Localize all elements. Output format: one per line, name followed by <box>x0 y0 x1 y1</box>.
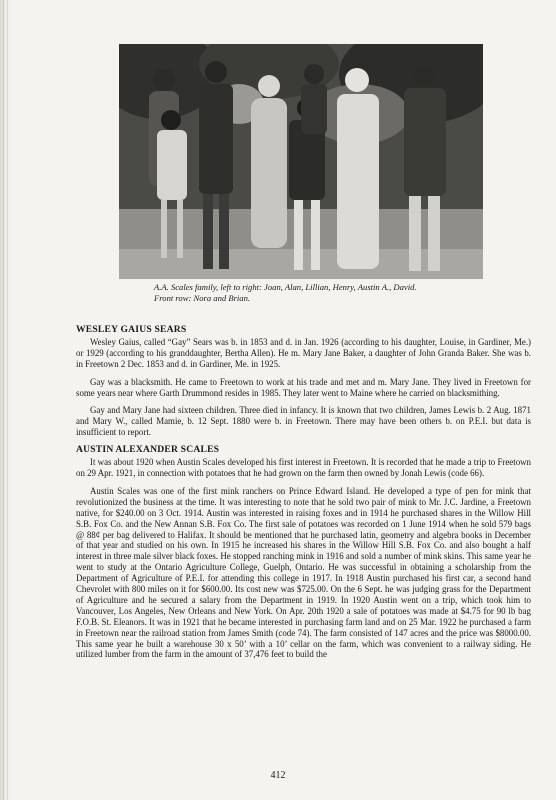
family-photo <box>119 44 483 279</box>
body-paragraph: Gay was a blacksmith. He came to Freetown to work at his trade and met and m. Mary Jane. They lived in Freetown for some years near where Garth Drummond resides in 1985. They later went to Maine where he carried on blacksmithing. <box>76 376 531 398</box>
page-binding-edge <box>0 0 14 800</box>
family-photo-illustration <box>119 44 483 279</box>
caption-line: Front row: Nora and Brian. <box>154 293 251 303</box>
page-number: 412 <box>270 770 286 781</box>
section-heading: AUSTIN ALEXANDER SCALES <box>76 444 220 456</box>
section-heading: WESLEY GAIUS SEARS <box>76 324 187 335</box>
body-paragraph: Wesley Gaius, called “Gay” Sears was b. in 1853 and d. in Jan. 1926 (according to his daughter, Louise, in Gardiner, Me.) or 1929 (according to his granddaughter, Bertha Allen). He m. Mary Jane Baker, a daughter of John Granda Baker. She was b. in Freetown 2 Dec. 1853 and d. in Gardiner, Me. in 1925. <box>76 336 531 369</box>
body-paragraph: It was about 1920 when Austin Scales developed his first interest in Freetown. It is recorded that he made a trip to Freetown on 29 Apr. 1921, in connection with potatoes that he had grown on the farm then owned by Jonah Lewis (code 66). <box>76 457 531 478</box>
photo-caption <box>154 282 474 304</box>
page-body <box>76 325 531 660</box>
body-paragraph: Austin Scales was one of the first mink ranchers on Prince Edward Island. He developed a type of pen for mink that revolutionized the business at the time. It was interesting to note that he sold two pair of mink to Mr. J.C. Jardine, a Freetown native, for $240.00 on 3 Oct. 1914. Austin was interested in raising foxes and in 1914 he purchased shares in the Willow Hill S.B. Fox Co. and the New Annan S.B. Fox Co. The first sale of potatoes was recorded on 1 June 1914 when he sold 579 bags @ 88¢ per bag delivered to Halifax. It should be mentioned that he purchased latin, geometry and algebra books in December of that year and studied on his own. In 1915 he increased his shares in the Willow Hill S.B. Fox Co. and also bought a half interest in three male silver black foxes. He stopped ranching mink in 1916 and sold a number of mink skins. This same year he went to study at the Ontario Agriculture College, Guelph, Ontario. He was successful in obtaining a scholarship from the Department of Agriculture of P.E.I. for attending this college in 1917. In 1918 Austin purchased his first car, a second hand Chevrolet with 800 miles on it for $600.00. Its cost new was $725.00. On the 6 Sept. he was judging grass for the Department of Agriculture and he secured a salary from the Department in 1919. In 1920 Austin went on a trip, which took him to Vancouver, Los Angeles, New Orleans and New York. On Apr. 20th 1920 a sale of potatoes was made at $4.75 for 90 lb bag F.O.B. St. Eleanors. It was in 1921 that he became interested in purchasing farm land and on 25 Mar. 1922 he purchased a farm in Freetown near the railroad station from James Smith (code 74). The farm consisted of 147 acres and the price was $8000.00. This same year he built a warehouse 30 x 50’ with a 10’ cellar on the farm, which was convenient to a railway siding. He utilized lumber from the farm in the amount of 37,476 feet to build the <box>76 485 531 660</box>
body-paragraph: Gay and Mary Jane had sixteen children. Three died in infancy. It is known that two children, James Lewis b. 2 Aug. 1871 and Mary W., called Mamie, b. 12 Sept. 1880 were b. in Freetown. There may have been others b. on P.E.I. but data is insufficient to report. <box>76 405 531 438</box>
caption-line: A.A. Scales family, left to right: Joan, Alan, Lillian, Henry, Austin A., David. <box>154 282 417 292</box>
